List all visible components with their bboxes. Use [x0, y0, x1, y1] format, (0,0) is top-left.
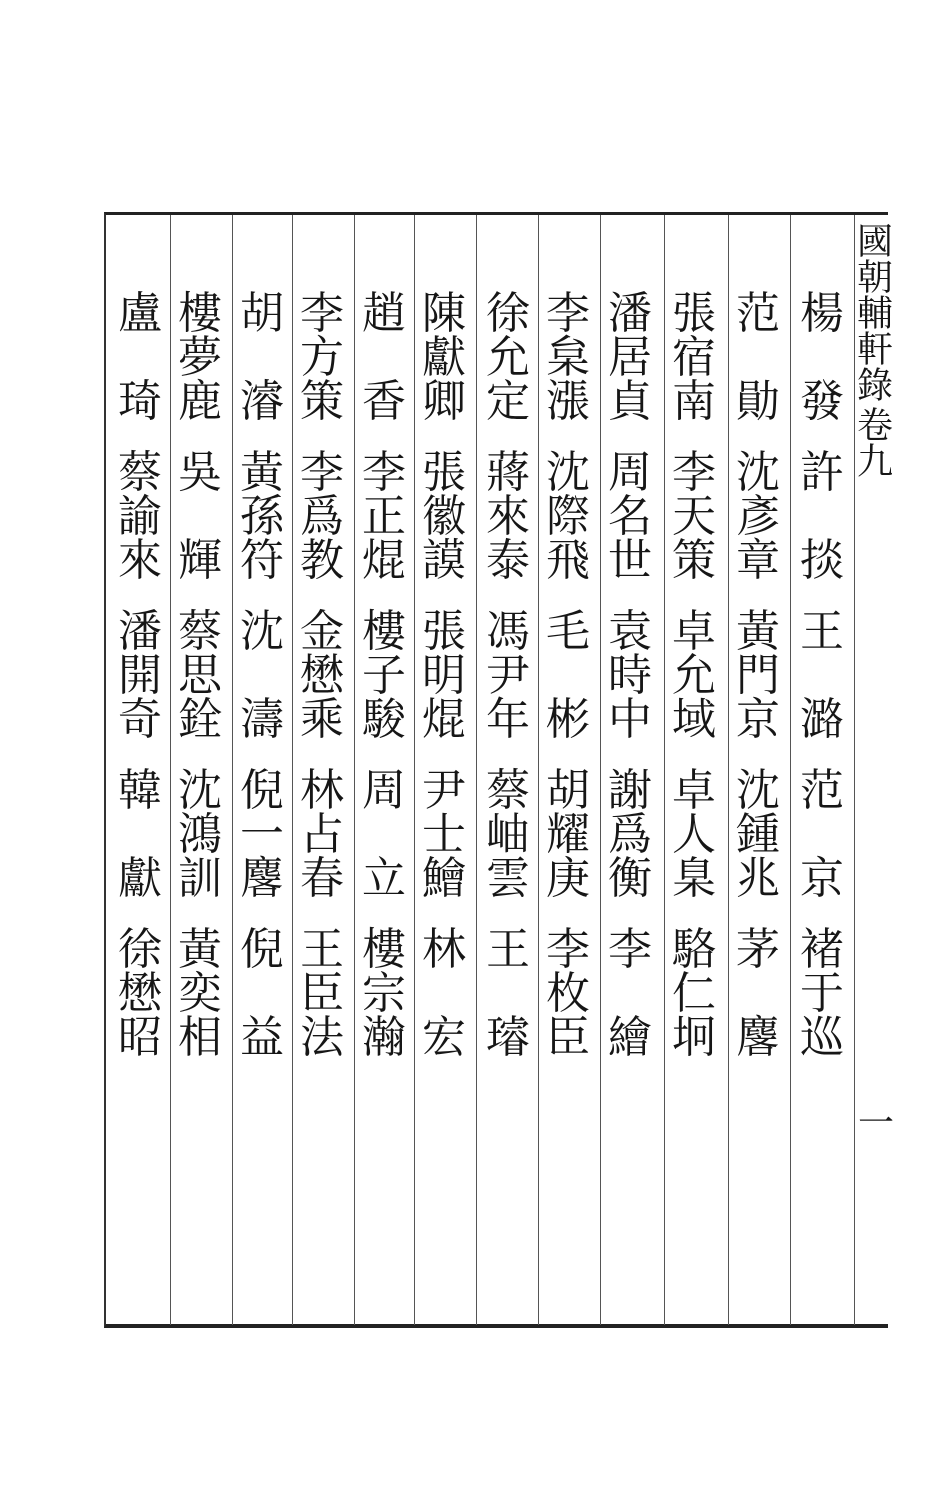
person-name: 沈 濤	[240, 606, 284, 745]
person-name: 樓 子 駿	[362, 606, 406, 745]
person-name: 金 懋 乘	[300, 606, 344, 745]
person-name: 張 徽 謨	[422, 447, 466, 586]
person-name: 李 方 策	[300, 288, 344, 427]
person-name: 吳 輝	[178, 447, 222, 586]
person-name: 倪 一 麐	[240, 765, 284, 904]
name-column	[663, 288, 725, 1087]
person-name: 王 臣 法	[300, 924, 344, 1063]
person-name: 袁 時 中	[608, 606, 652, 745]
person-name: 沈 彥 章	[736, 447, 780, 586]
name-column	[109, 288, 171, 1087]
name-column	[169, 288, 231, 1087]
person-name: 茅 麐	[736, 924, 780, 1063]
person-name: 謝 爲 衡	[608, 765, 652, 904]
person-name: 尹 士 鱠	[422, 765, 466, 904]
person-name: 周 名 世	[608, 447, 652, 586]
person-name: 盧 琦	[118, 288, 162, 427]
person-name: 韓 獻	[118, 765, 162, 904]
name-column	[291, 288, 353, 1087]
name-column	[413, 288, 475, 1087]
person-name: 馮 尹 年	[486, 606, 530, 745]
person-name: 黃 門 京	[736, 606, 780, 745]
person-name: 王 潞	[800, 606, 844, 745]
person-name: 樓 宗 瀚	[362, 924, 406, 1063]
person-name: 胡 耀 庚	[546, 765, 590, 904]
person-name: 李 天 策	[672, 447, 716, 586]
person-name: 蔡 思 銓	[178, 606, 222, 745]
page-number: 一	[858, 1103, 895, 1144]
person-name: 褚 于 巡	[800, 924, 844, 1063]
person-name: 張 宿 南	[672, 288, 716, 427]
running-title	[851, 222, 893, 478]
person-name: 卓 人 臬	[672, 765, 716, 904]
person-name: 沈 鍾 兆	[736, 765, 780, 904]
person-name: 卓 允 域	[672, 606, 716, 745]
person-name: 徐 允 定	[486, 288, 530, 427]
name-column	[727, 288, 789, 1087]
person-name: 沈 際 飛	[546, 447, 590, 586]
volume-label: 卷九	[851, 406, 893, 478]
person-name: 林 宏	[422, 924, 466, 1063]
person-name: 王 璿	[486, 924, 530, 1063]
person-name: 潘 居 貞	[608, 288, 652, 427]
person-name: 許 掞	[800, 447, 844, 586]
person-name: 蔡 岫 雲	[486, 765, 530, 904]
person-name: 徐 懋 昭	[118, 924, 162, 1063]
person-name: 楊 發	[800, 288, 844, 427]
name-column	[599, 288, 661, 1087]
person-name: 駱 仁 坰	[672, 924, 716, 1063]
person-name: 毛 彬	[546, 606, 590, 745]
name-column	[791, 288, 853, 1087]
name-column	[231, 288, 293, 1087]
person-name: 胡 濬	[240, 288, 284, 427]
person-name: 蔣 來 泰	[486, 447, 530, 586]
person-name: 樓 夢 鹿	[178, 288, 222, 427]
person-name: 陳 獻 卿	[422, 288, 466, 427]
name-column	[477, 288, 539, 1087]
book-title: 國朝輔軒錄	[851, 222, 893, 402]
person-name: 沈 鴻 訓	[178, 765, 222, 904]
person-name: 周 立	[362, 765, 406, 904]
person-name: 林 占 春	[300, 765, 344, 904]
name-column	[537, 288, 599, 1087]
person-name: 李 繪	[608, 924, 652, 1063]
person-name: 黃 奕 相	[178, 924, 222, 1063]
person-name: 李 枚 臣	[546, 924, 590, 1063]
person-name: 范 勛	[736, 288, 780, 427]
person-name: 倪 益	[240, 924, 284, 1063]
person-name: 李 枲 漲	[546, 288, 590, 427]
person-name: 趙 香	[362, 288, 406, 427]
person-name: 蔡 諭 來	[118, 447, 162, 586]
person-name: 李 正 焜	[362, 447, 406, 586]
name-column	[353, 288, 415, 1087]
person-name: 潘 開 奇	[118, 606, 162, 745]
person-name: 黃 孫 符	[240, 447, 284, 586]
person-name: 范 京	[800, 765, 844, 904]
person-name: 李 爲 教	[300, 447, 344, 586]
person-name: 張 明 焜	[422, 606, 466, 745]
